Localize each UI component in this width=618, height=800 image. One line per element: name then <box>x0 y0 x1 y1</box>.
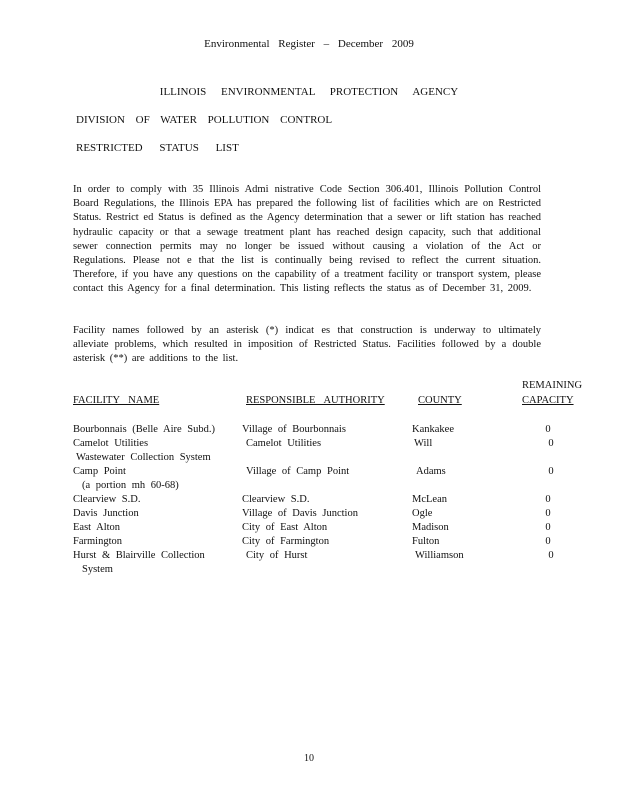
table-row-capacity: 0 <box>548 550 554 561</box>
page-number: 10 <box>304 753 314 764</box>
table-row-county: Madison <box>412 522 449 533</box>
column-header-county: COUNTY <box>418 395 462 406</box>
table-row-facility: Hurst & Blairville Collection <box>73 550 205 561</box>
agency-title: ILLINOIS ENVIRONMENTAL PROTECTION AGENCY <box>159 86 459 98</box>
table-row-facility: Bourbonnais (Belle Aire Subd.) <box>73 424 215 435</box>
table-row-capacity: 0 <box>545 424 551 435</box>
table-row-county: Will <box>414 438 433 449</box>
table-row-capacity: 0 <box>545 508 551 519</box>
table-row-facility-continued: System <box>82 564 113 575</box>
table-row-capacity: 0 <box>545 536 551 547</box>
table-row-authority: Camelot Utilities <box>246 438 322 449</box>
column-header-capacity: CAPACITY <box>522 395 574 406</box>
table-row-authority: City of East Alton <box>242 522 328 533</box>
table-row-county: Fulton <box>412 536 440 547</box>
asterisk-note-paragraph: Facility names followed by an asterisk (*) indicat es that construction is underway to ultimately alleviate problems, which resulted in imposition of Restricted Status. Facilities followed by a double asterisk (**) are additions to the list. <box>73 325 541 365</box>
table-row-county: Ogle <box>412 508 433 519</box>
division-title: DIVISION OF WATER POLLUTION CONTROL <box>76 114 333 126</box>
table-row-facility-continued: Wastewater Collection System <box>76 452 211 463</box>
table-row-county: McLean <box>412 494 447 505</box>
table-row-facility: Camelot Utilities <box>73 438 149 449</box>
list-title: RESTRICTED STATUS LIST <box>76 142 239 154</box>
table-row-county: Williamson <box>415 550 464 561</box>
table-row-authority: City of Hurst <box>246 550 308 561</box>
table-row-facility-continued: (a portion mh 60-68) <box>82 480 179 491</box>
column-header-facility: FACILITY NAME <box>73 395 160 406</box>
table-row-authority: City of Farmington <box>242 536 330 547</box>
table-row-authority: Village of Davis Junction <box>242 508 358 519</box>
table-row-capacity: 0 <box>548 466 554 477</box>
table-row-facility: Camp Point <box>73 466 126 477</box>
table-row-county: Kankakee <box>412 424 454 435</box>
intro-paragraph: In order to comply with 35 Illinois Admi nistrative Code Section 306.401, Illinois Pollution Control Board Regulations, the Illinois EPA has prepared the following list of facilities which are on Restricted Status. Restrict ed Status is defined as the Agency determination that a sewer or lift station has reached hydraulic capacity or that a sewage treatment plant has reached design capacity, such that additional sewer connection permits may no longer be issued without causing a violation of the Act or Regulations. Please not e that the list is continually being revised to reflect the current situation. Therefore, if you have any questions on the capability of a treatment facility or transport system, please contact this Agency for a final determination. This listing reflects the status as of December 31, 2009. <box>73 184 541 295</box>
table-row-capacity: 0 <box>545 494 551 505</box>
table-row-facility: East Alton <box>73 522 121 533</box>
table-row-facility: Clearview S.D. <box>73 494 141 505</box>
page-header: Environmental Register – December 2009 <box>204 38 414 50</box>
table-row-authority: Village of Bourbonnais <box>242 424 346 435</box>
table-row-facility: Farmington <box>73 536 122 547</box>
table-row-capacity: 0 <box>548 438 554 449</box>
column-header-authority: RESPONSIBLE AUTHORITY <box>246 395 385 406</box>
table-row-capacity: 0 <box>545 522 551 533</box>
table-row-authority: Clearview S.D. <box>242 494 310 505</box>
table-row-facility: Davis Junction <box>73 508 139 519</box>
table-row-county: Adams <box>416 466 446 477</box>
table-row-authority: Village of Camp Point <box>246 466 350 477</box>
column-header-remaining: REMAINING <box>522 380 583 391</box>
